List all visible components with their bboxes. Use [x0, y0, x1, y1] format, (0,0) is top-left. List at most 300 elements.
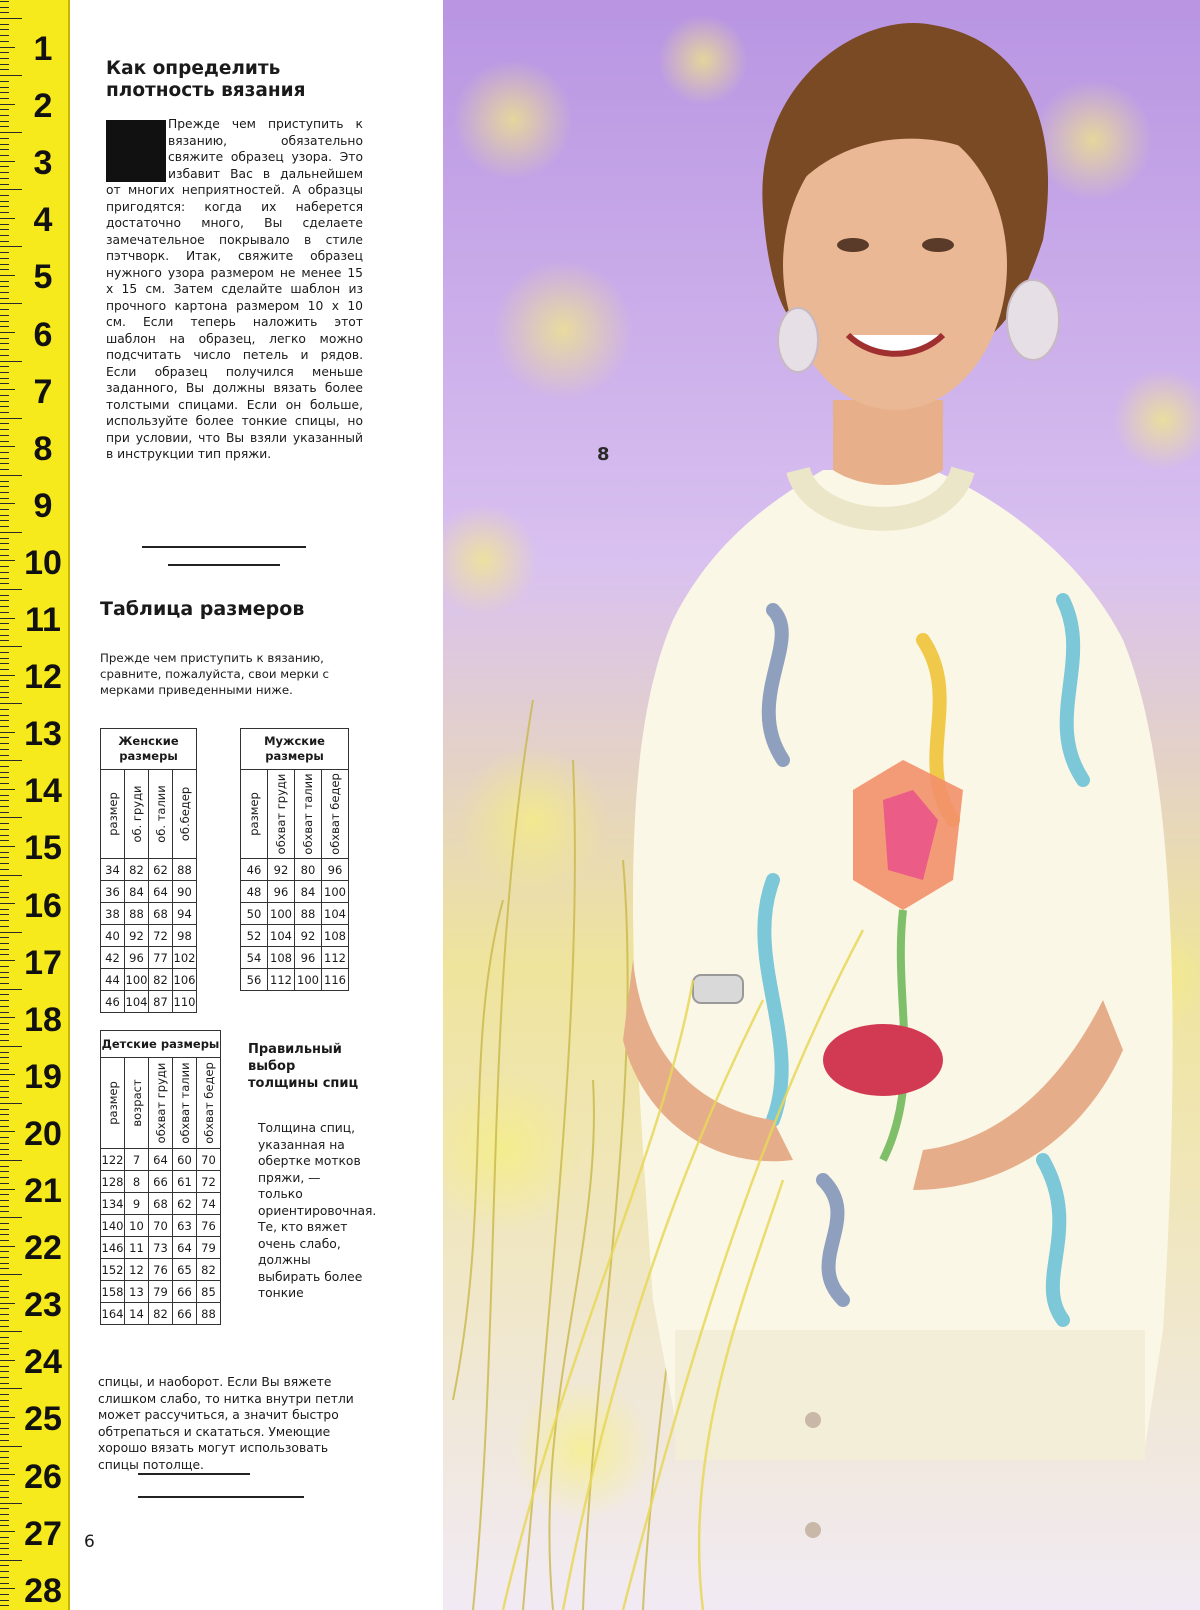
ruler-tick: [0, 886, 9, 887]
men-table-title: Мужские размеры: [241, 729, 349, 770]
table-cell: 66: [173, 1281, 197, 1303]
table-cell: 92: [125, 925, 149, 947]
women-table-title: Женские размеры: [101, 729, 197, 770]
ruler-tick: [0, 909, 9, 910]
table-cell: 88: [125, 903, 149, 925]
ruler-tick: [0, 1531, 15, 1532]
ruler-tick: [0, 1206, 9, 1207]
ruler-tick: [0, 492, 9, 493]
ruler-tick: [0, 1120, 9, 1121]
divider-rule: [168, 564, 280, 566]
ruler-tick: [0, 206, 9, 207]
ruler-tick: [0, 1394, 9, 1395]
table-cell: 8: [125, 1171, 149, 1193]
ruler-tick: [0, 52, 9, 53]
ruler-number: 4: [33, 201, 53, 239]
ruler-tick: [0, 184, 9, 185]
table-cell: 77: [149, 947, 173, 969]
table-row: [101, 1149, 221, 1171]
ruler-tick: [0, 658, 9, 659]
ruler-tick: [0, 463, 9, 464]
column-header-cell: [197, 1058, 221, 1149]
ruler-tick: [0, 241, 9, 242]
table-row: [101, 1303, 221, 1325]
ruler-tick: [0, 138, 9, 139]
table-cell: 61: [173, 1171, 197, 1193]
ruler-tick: [0, 1474, 15, 1475]
page-number: 6: [84, 1532, 95, 1552]
ruler-tick: [0, 1326, 9, 1327]
ruler-tick: [0, 395, 9, 396]
table-cell: 158: [101, 1281, 125, 1303]
table-cell: 85: [197, 1281, 221, 1303]
ruler-tick: [0, 121, 9, 122]
ruler-tick: [0, 18, 22, 19]
ruler-tick: [0, 1137, 9, 1138]
ruler-number: 25: [24, 1400, 62, 1438]
ruler-tick: [0, 275, 15, 276]
ruler-tick: [0, 1109, 9, 1110]
table-cell: 108: [322, 925, 349, 947]
ruler-tick: [0, 532, 22, 533]
ruler-tick: [0, 469, 9, 470]
table-cell: 62: [149, 859, 173, 881]
column-header-cell: [295, 770, 322, 859]
ruler-tick: [0, 47, 15, 48]
ruler-tick: [0, 829, 9, 830]
ruler-tick: [0, 1520, 9, 1521]
ruler-tick: [0, 7, 9, 8]
ruler-tick: [0, 286, 9, 287]
table-cell: 79: [197, 1237, 221, 1259]
ruler-tick: [0, 1268, 9, 1269]
column-header: размер: [247, 792, 261, 836]
ruler-tick: [0, 64, 9, 65]
ruler-tick: [0, 161, 15, 162]
table-cell: 73: [149, 1237, 173, 1259]
ruler-tick: [0, 835, 9, 836]
ruler-tick: [0, 1143, 9, 1144]
table-cell: 60: [173, 1149, 197, 1171]
ruler-tick: [0, 98, 9, 99]
table-row: [101, 991, 197, 1013]
ruler-tick: [0, 1428, 9, 1429]
ruler-tick: [0, 1600, 9, 1601]
ruler-tick: [0, 383, 9, 384]
ruler-tick: [0, 949, 9, 950]
table-cell: 140: [101, 1215, 125, 1237]
ruler-tick: [0, 201, 9, 202]
ruler-tick: [0, 606, 9, 607]
ruler-tick: [0, 258, 9, 259]
table-cell: 104: [268, 925, 295, 947]
ruler-tick: [0, 1171, 9, 1172]
ruler-tick: [0, 115, 9, 116]
ruler-tick: [0, 1154, 9, 1155]
table-row: [101, 1237, 221, 1259]
ruler-tick: [0, 766, 9, 767]
ruler-tick: [0, 452, 9, 453]
table-cell: 72: [149, 925, 173, 947]
ruler-tick: [0, 743, 9, 744]
table-cell: 104: [322, 903, 349, 925]
table-cell: 52: [241, 925, 268, 947]
ruler-tick: [0, 1314, 9, 1315]
table-cell: 46: [101, 991, 125, 1013]
table-row: [101, 1259, 221, 1281]
ruler-number: 24: [24, 1343, 62, 1381]
ruler-tick: [0, 503, 15, 504]
ruler-tick: [0, 777, 9, 778]
ruler-tick: [0, 932, 22, 933]
ruler-tick: [0, 875, 22, 876]
ruler-tick: [0, 155, 9, 156]
table-cell: 80: [295, 859, 322, 881]
column-header-cell: [149, 1058, 173, 1149]
ruler-tick: [0, 600, 9, 601]
ruler-tick: [0, 1217, 22, 1218]
column-header: обхват груди: [153, 1062, 168, 1144]
table-cell: 90: [173, 881, 197, 903]
ruler-tick: [0, 309, 9, 310]
ruler-tick: [0, 418, 22, 419]
ruler-tick: [0, 800, 9, 801]
ruler-tick: [0, 669, 9, 670]
ruler-tick: [0, 1583, 9, 1584]
table-cell: 42: [101, 947, 125, 969]
ruler-tick: [0, 783, 9, 784]
ruler-tick: [0, 446, 15, 447]
ruler-tick: [0, 458, 9, 459]
column-header: обхват талии: [301, 773, 315, 855]
ruler-tick: [0, 389, 15, 390]
table-cell: 128: [101, 1171, 125, 1193]
column-header-cell: [268, 770, 295, 859]
ruler-tick: [0, 680, 9, 681]
ruler-tick: [0, 1149, 9, 1150]
ruler-tick: [0, 1423, 9, 1424]
ruler-tick: [0, 595, 9, 596]
ruler-number: 7: [33, 373, 53, 411]
table-cell: 88: [173, 859, 197, 881]
ruler-tick: [0, 1514, 9, 1515]
ruler-tick: [0, 966, 9, 967]
table-cell: 70: [149, 1215, 173, 1237]
ruler-tick: [0, 1257, 9, 1258]
ruler-number: 19: [24, 1058, 62, 1096]
column-header: об. груди: [129, 785, 144, 843]
ruler-tick: [0, 366, 9, 367]
ruler-tick: [0, 749, 9, 750]
ruler-tick: [0, 715, 9, 716]
ruler-number: 5: [33, 258, 53, 296]
ruler-tick: [0, 126, 9, 127]
table-row: [101, 925, 197, 947]
ruler-tick: [0, 1554, 9, 1555]
ruler-tick: [0, 869, 9, 870]
ruler-tick: [0, 406, 9, 407]
ruler-tick: [0, 1543, 9, 1544]
ruler-number: 21: [24, 1172, 62, 1210]
ruler-tick: [0, 892, 9, 893]
column-header-cell: [173, 770, 197, 859]
table-cell: 96: [295, 947, 322, 969]
table-cell: 152: [101, 1259, 125, 1281]
ruler-tick: [0, 703, 22, 704]
ruler-tick: [0, 1166, 9, 1167]
text-column: [98, 0, 377, 1610]
ruler-tick: [0, 972, 9, 973]
ruler-tick: [0, 1457, 9, 1458]
table-cell: 64: [149, 1149, 173, 1171]
table-cell: 36: [101, 881, 125, 903]
ruler-tick: [0, 1303, 15, 1304]
divider-rule: [138, 1473, 250, 1475]
ruler-tick: [0, 1577, 9, 1578]
table-cell: 44: [101, 969, 125, 991]
ruler-number: 14: [24, 772, 62, 810]
ruler-tick: [0, 481, 9, 482]
ruler-tick: [0, 1251, 9, 1252]
ruler-tick: [0, 515, 9, 516]
ruler-tick: [0, 355, 9, 356]
ruler-tick: [0, 720, 9, 721]
ruler-tick: [0, 823, 9, 824]
women-size-table: [100, 728, 197, 1013]
ruler-number: 1: [33, 30, 53, 68]
table-cell: 87: [149, 991, 173, 1013]
ruler-tick: [0, 401, 9, 402]
table-cell: 46: [241, 859, 268, 881]
table-cell: 96: [322, 859, 349, 881]
ruler-tick: [0, 737, 9, 738]
ruler-tick: [0, 732, 15, 733]
column-header: размер: [105, 1081, 120, 1125]
table-cell: 48: [241, 881, 268, 903]
table-cell: 72: [197, 1171, 221, 1193]
divider-rule: [142, 546, 306, 548]
table-cell: 62: [173, 1193, 197, 1215]
men-size-table: [240, 728, 349, 991]
table-cell: 88: [295, 903, 322, 925]
ruler-tick: [0, 1331, 22, 1332]
ruler-tick: [0, 423, 9, 424]
ruler-tick: [0, 1063, 9, 1064]
table-cell: 7: [125, 1149, 149, 1171]
ruler-tick: [0, 1605, 9, 1606]
column-header-cell: [241, 770, 268, 859]
ruler-tick: [0, 549, 9, 550]
ruler-tick: [0, 1229, 9, 1230]
ruler-tick: [0, 144, 9, 145]
ruler-tick: [0, 926, 9, 927]
table-cell: 65: [173, 1259, 197, 1281]
needles-heading: Правильный выбор толщины спиц: [248, 1042, 359, 1091]
ruler-tick: [0, 1434, 9, 1435]
table-cell: 13: [125, 1281, 149, 1303]
table-cell: 66: [149, 1171, 173, 1193]
ruler-tick: [0, 338, 9, 339]
ruler-tick: [0, 1503, 22, 1504]
column-header: обхват талии: [177, 1062, 192, 1144]
ruler-tick: [0, 378, 9, 379]
ruler-tick: [0, 166, 9, 167]
ruler-number: 26: [24, 1458, 62, 1496]
ruler-tick: [0, 1491, 9, 1492]
ruler-tick: [0, 543, 9, 544]
ruler-tick: [0, 989, 22, 990]
ruler-tick: [0, 555, 9, 556]
ruler-tick: [0, 172, 9, 173]
ruler-tick: [0, 315, 9, 316]
ruler-number: 12: [24, 658, 62, 696]
table-row: [101, 969, 197, 991]
table-cell: 84: [295, 881, 322, 903]
table-row: [101, 947, 197, 969]
ruler-tick: [0, 1177, 9, 1178]
ruler-tick: [0, 903, 15, 904]
ruler-tick: [0, 212, 9, 213]
ruler-tick: [0, 269, 9, 270]
ruler-tick: [0, 1320, 9, 1321]
table-cell: 74: [197, 1193, 221, 1215]
table-row: [101, 1281, 221, 1303]
ruler-tick: [0, 1006, 9, 1007]
table-cell: 34: [101, 859, 125, 881]
ruler-tick: [0, 572, 9, 573]
ruler-number: 27: [24, 1515, 62, 1553]
ruler-tick: [0, 1565, 9, 1566]
ruler-tick: [0, 343, 9, 344]
table-cell: 64: [173, 1237, 197, 1259]
table-cell: 116: [322, 969, 349, 991]
ruler-tick: [0, 1440, 9, 1441]
ruler-tick: [0, 35, 9, 36]
ruler-number: 11: [25, 601, 61, 639]
ruler-tick: [0, 87, 9, 88]
ruler-tick: [0, 954, 9, 955]
column-header-cell: [125, 1058, 149, 1149]
ruler-tick: [0, 943, 9, 944]
size-table-intro: Прежде чем приступить к вязанию, сравните, пожалуйста, свои мерки с мерками приведенными ниже.: [100, 651, 329, 697]
needles-text-part-2: спицы, и наоборот. Если Вы вяжете слишком слабо, то нитка внутри петли может рассучиться, а значит быстро обтрепаться и скататься. Умеющие хорошо вязать могут использовать спицы потолще.: [98, 1375, 354, 1472]
ruler-tick: [0, 983, 9, 984]
table-cell: 10: [125, 1215, 149, 1237]
ruler-tick: [0, 1291, 9, 1292]
ruler-tick: [0, 1103, 22, 1104]
table-row: [241, 881, 349, 903]
ruler-tick: [0, 977, 9, 978]
ruler-tick: [0, 1508, 9, 1509]
table-row: [101, 903, 197, 925]
ruler-tick: [0, 640, 9, 641]
table-cell: 94: [173, 903, 197, 925]
table-cell: 38: [101, 903, 125, 925]
ruler-tick: [0, 1417, 15, 1418]
ruler-tick: [0, 618, 15, 619]
ruler-tick: [0, 1052, 9, 1053]
table-row: [241, 859, 349, 881]
ruler-tick: [0, 252, 9, 253]
ruler-tick: [0, 189, 22, 190]
ruler-tick: [0, 1012, 9, 1013]
ruler-tick: [0, 1240, 9, 1241]
ruler-tick: [0, 58, 9, 59]
ruler-tick: [0, 692, 9, 693]
ruler-tick: [0, 109, 9, 110]
ruler-tick: [0, 1131, 15, 1132]
ruler-tick: [0, 960, 15, 961]
ruler-tick: [0, 75, 22, 76]
ruler-tick: [0, 646, 22, 647]
ruler-tick: [0, 1525, 9, 1526]
ruler-tick: [0, 863, 9, 864]
table-cell: 70: [197, 1149, 221, 1171]
ruler-tick: [0, 1297, 9, 1298]
table-row: [241, 925, 349, 947]
ruler-tick: [0, 132, 22, 133]
table-cell: 96: [125, 947, 149, 969]
table-row: [101, 1193, 221, 1215]
ruler-number: 2: [33, 87, 53, 125]
table-cell: 68: [149, 903, 173, 925]
table-cell: 82: [149, 1303, 173, 1325]
ruler-tick: [0, 1057, 9, 1058]
column-header-cell: [149, 770, 173, 859]
ruler-tick: [0, 852, 9, 853]
column-header: обхват бедер: [201, 1062, 216, 1144]
ruler-number: 20: [24, 1115, 62, 1153]
ruler-tick: [0, 1348, 9, 1349]
ruler-tick: [0, 686, 9, 687]
ruler-tick: [0, 526, 9, 527]
table-cell: 11: [125, 1237, 149, 1259]
ruler-tick: [0, 1246, 15, 1247]
density-heading: Как определить плотность вязания: [106, 58, 306, 101]
ruler-tick: [0, 1548, 9, 1549]
ruler-number: 18: [24, 1001, 62, 1039]
ruler-tick: [0, 1446, 22, 1447]
table-cell: 88: [197, 1303, 221, 1325]
ruler-tick: [0, 1023, 9, 1024]
ruler-tick: [0, 1406, 9, 1407]
ruler-tick: [0, 1160, 22, 1161]
ruler-tick: [0, 726, 9, 727]
table-cell: 108: [268, 947, 295, 969]
ruler-tick: [0, 24, 9, 25]
ruler-tick: [0, 1211, 9, 1212]
ruler-tick: [0, 1200, 9, 1201]
ruler-number: 16: [24, 887, 62, 925]
ruler-tick: [0, 1029, 9, 1030]
ruler-tick: [0, 1086, 9, 1087]
ruler-tick: [0, 1360, 15, 1361]
ruler-tick: [0, 755, 9, 756]
ruler-tick: [0, 1069, 9, 1070]
divider-rule: [138, 1496, 304, 1498]
column-header: обхват бедер: [328, 773, 342, 855]
ruler-number: 17: [24, 944, 62, 982]
ruler-tick: [0, 235, 9, 236]
ruler-tick: [0, 897, 9, 898]
ruler-tick: [0, 1263, 9, 1264]
ruler-number: 3: [33, 144, 53, 182]
ruler-number: 28: [24, 1572, 62, 1610]
table-cell: 102: [173, 947, 197, 969]
table-cell: 122: [101, 1149, 125, 1171]
table-cell: 64: [149, 881, 173, 903]
ruler-tick: [0, 1497, 9, 1498]
